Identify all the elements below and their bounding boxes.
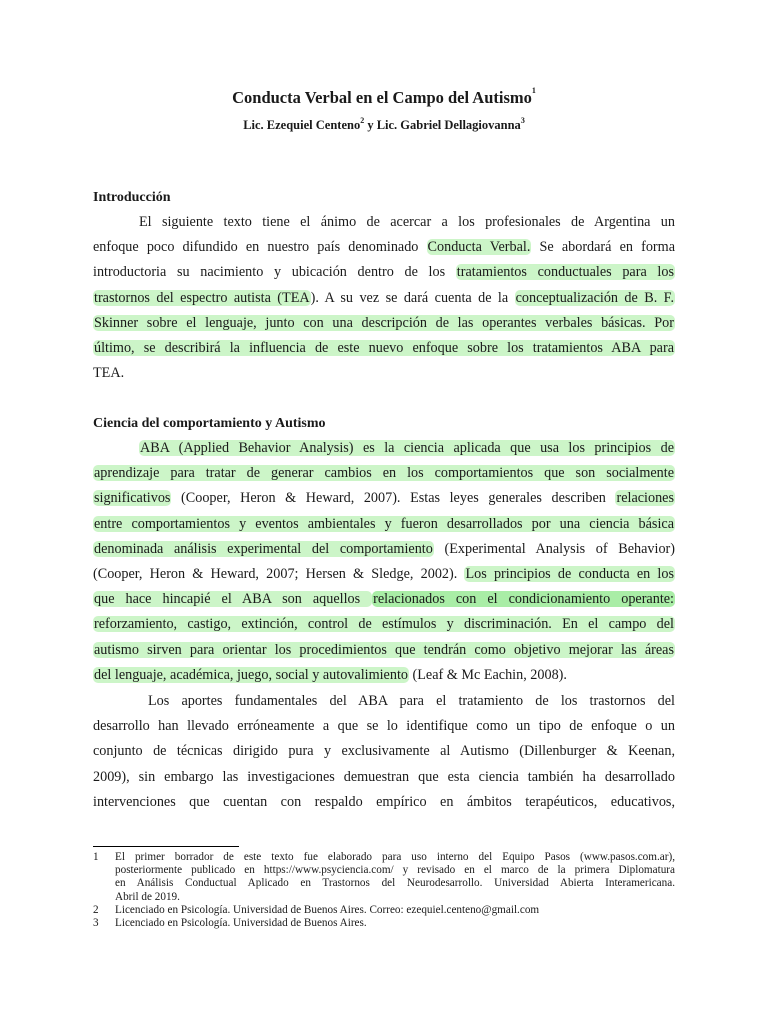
highlight: Conducta Verbal. [427, 239, 531, 256]
highlight: que hace hincapié el ABA son aquellos [94, 591, 372, 608]
title-text: Conducta Verbal en el Campo del Autismo [232, 88, 532, 107]
section-heading-ciencia: Ciencia del comportamiento y Autismo [93, 416, 326, 431]
text-span: (Cooper, Heron & Heward, 2007). Estas leyes generales describen [171, 490, 616, 507]
text-span: (Experimental Analysis of Behavior) [433, 540, 675, 557]
aba-line-2 [93, 461, 675, 486]
footnote-line: posteriormente publicado en https://www.psyciencia.com/ y revisado en el marco de la primera Diplomatura [115, 864, 675, 877]
highlight: del lenguaje, académica, juego, social y autovalimiento [94, 666, 408, 683]
intro-line-6 [93, 336, 675, 361]
intro-line-4 [93, 286, 675, 311]
footnote-line: Licenciado en Psicología. Universidad de Buenos Aires. Correo: ezequiel.centeno@gmail.com [115, 903, 540, 916]
text-span: (Leaf & Mc Eachin, 2008). [408, 666, 567, 683]
aba-line-5 [93, 537, 675, 562]
highlight: trastornos del espectro autista (TEA [94, 289, 310, 306]
highlight: conceptualización de B. F. [515, 289, 674, 306]
footnote-number: 1 [93, 851, 99, 863]
intro-line-5 [93, 311, 675, 336]
aba-line-6 [93, 562, 675, 587]
author-2-footnote-ref[interactable]: 3 [520, 116, 525, 125]
footnote-line: en Análisis Conductual Aplicado en Trastornos del Neurodesarrollo. Universidad Abierta Interamericana. [115, 877, 675, 890]
aportes-line-2: desarrollo han llevado erróneamente a que se lo identifique como un tipo de enfoque o un [93, 718, 675, 735]
highlight: Skinner sobre el lenguaje, junto con una descripción de las operantes verbales básicas. Por [94, 314, 674, 331]
footnote-separator [93, 846, 239, 847]
intro-line-1: El siguiente texto tiene el ánimo de acercar a los profesionales de Argentina un [139, 214, 675, 230]
aportes-line-4: 2009), sin embargo las investigaciones demuestran que esta ciencia también ha desarrollado [93, 768, 675, 785]
text-span: introductoria su nacimiento y ubicación dentro de los [93, 264, 456, 281]
document-title [0, 88, 768, 108]
footnote-line: Abril de 2019. [115, 890, 180, 903]
aba-line-10 [93, 663, 675, 688]
intro-line-2 [93, 235, 675, 260]
footnote [93, 851, 675, 904]
intro-line-3 [93, 260, 675, 285]
footnote-number: 3 [93, 917, 99, 930]
intro-line-7: TEA. [93, 365, 125, 382]
footnote-line: El primer borrador de este texto fue elaborado para uso interno del Equipo Pasos (www.pasos.com.ar), [115, 851, 675, 863]
highlight: tratamientos conductuales para los [456, 264, 674, 281]
intro-paragraph [93, 210, 675, 386]
title-footnote-ref[interactable]: 1 [531, 86, 536, 95]
text-span: (Cooper, Heron & Heward, 2007; Hersen & Sledge, 2002). [93, 565, 465, 582]
text-span: enfoque poco difundido en nuestro país denominado [93, 239, 427, 256]
aba-line-7 [93, 587, 675, 612]
text-span: ). A su vez se dará cuenta de la [310, 289, 515, 306]
aba-line-1 [93, 436, 675, 461]
footnote-text [115, 917, 675, 930]
footnote-number: 2 [93, 903, 99, 916]
aportes-line-5: intervenciones que cuentan con respaldo empírico en ámbitos terapéuticos, educativos, [93, 793, 675, 810]
highlight: reforzamiento, castigo, extinción, control de estímulos y discriminación. En el campo del [94, 616, 674, 633]
highlight: denominada análisis experimental del comportamiento [94, 540, 433, 557]
aba-paragraph [93, 436, 675, 688]
authors-separator: y [364, 118, 377, 132]
footnote [93, 904, 675, 917]
aba-line-3 [93, 486, 675, 511]
highlight: autismo sirven para orientar los procedimientos que tendrán como objetivo mejorar las áreas [94, 641, 674, 658]
text-span: Se abordará en forma [531, 239, 675, 256]
aba-line-8 [93, 612, 675, 637]
aportes-line-3: conjunto de técnicas dirigido pura y exclusivamente al Autismo (Dillenburger & Keenan, [93, 743, 675, 760]
highlight: Los principios de conducta en los [465, 565, 674, 582]
highlight: aprendizaje para tratar de generar cambios en los comportamientos que son socialmente [94, 465, 674, 482]
highlight: último, se describirá la influencia de este nuevo enfoque sobre los tratamientos ABA para [94, 339, 674, 356]
highlight: ABA (Applied Behavior Analysis) es la ciencia aplicada que usa los principios de [140, 440, 674, 456]
section-heading-introduccion: Introducción [93, 190, 171, 205]
authors-line [0, 118, 768, 133]
aportes-paragraph [93, 689, 675, 815]
footnote-line: Licenciado en Psicología. Universidad de Buenos Aires. [115, 917, 367, 930]
highlight: relaciones [616, 490, 674, 507]
highlight: significativos [94, 490, 171, 507]
author-2: Lic. Gabriel Dellagiovanna [376, 118, 521, 132]
footnote [93, 917, 675, 930]
author-1-footnote-ref[interactable]: 2 [360, 116, 365, 125]
footnote-text [115, 904, 675, 917]
aportes-line-1: Los aportes fundamentales del ABA para el tratamiento de los trastornos del [148, 693, 675, 709]
author-1: Lic. Ezequiel Centeno [243, 118, 361, 132]
footnote-text [115, 851, 675, 904]
highlight: entre comportamientos y eventos ambientales y fueron desarrollados por una ciencia básica [94, 515, 674, 532]
aba-line-4 [93, 512, 675, 537]
highlight-strong: relacionados con el condicionamiento operante: [373, 591, 674, 608]
footnotes [93, 851, 675, 930]
aba-line-9 [93, 638, 675, 663]
